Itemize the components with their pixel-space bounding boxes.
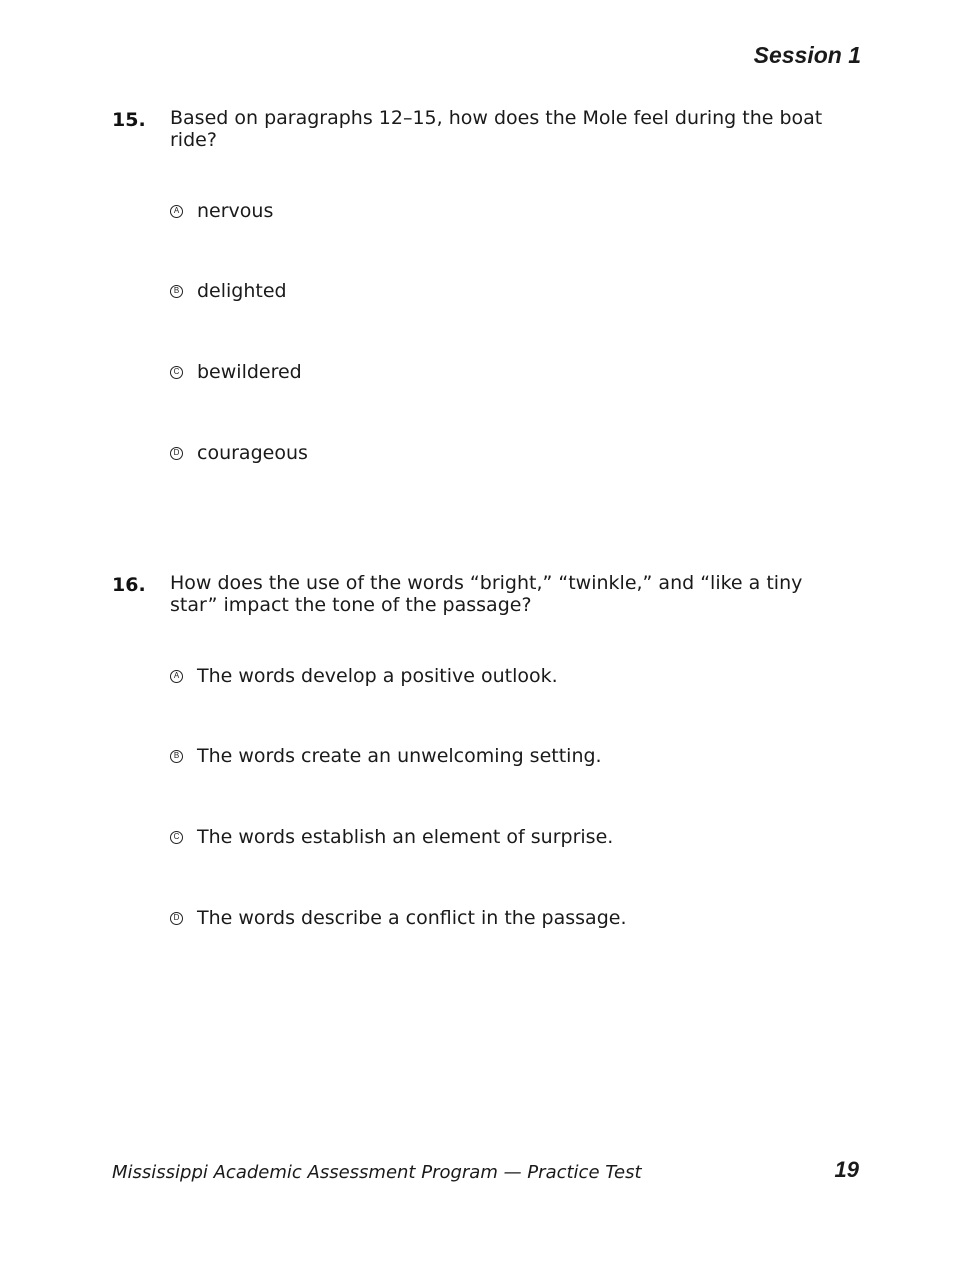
session-label: Session 1 <box>753 42 861 68</box>
answer-bubble-a[interactable]: A <box>170 205 183 218</box>
answer-bubble-d[interactable]: D <box>170 447 183 460</box>
answer-text: The words describe a conflict in the passage. <box>197 907 627 929</box>
answer-text: courageous <box>197 442 308 464</box>
answer-option-b[interactable] <box>170 280 287 302</box>
answer-option-d[interactable] <box>170 442 308 464</box>
answer-bubble-d[interactable]: D <box>170 912 183 925</box>
answer-option-d[interactable] <box>170 907 627 929</box>
question-number: 16. <box>112 574 146 596</box>
answer-option-c[interactable] <box>170 361 302 383</box>
question-number: 15. <box>112 109 146 131</box>
question-text: How does the use of the words “bright,” “twinkle,” and “like a tiny star” impact the tone of the passage? <box>170 572 803 616</box>
answer-bubble-b[interactable]: B <box>170 285 183 298</box>
answer-text: The words establish an element of surprise. <box>197 826 614 848</box>
answer-option-a[interactable] <box>170 200 273 222</box>
answer-bubble-c[interactable]: C <box>170 831 183 844</box>
answer-text: nervous <box>197 200 274 222</box>
answer-bubble-b[interactable]: B <box>170 750 183 763</box>
answer-text: The words create an unwelcoming setting. <box>197 745 602 767</box>
answer-text: bewildered <box>197 361 302 383</box>
answer-option-c[interactable] <box>170 826 613 848</box>
question-text: Based on paragraphs 12–15, how does the Mole feel during the boat ride? <box>170 107 823 151</box>
page-number: 19 <box>834 1157 859 1182</box>
answer-text: The words develop a positive outlook. <box>197 665 558 687</box>
answer-bubble-c[interactable]: C <box>170 366 183 379</box>
answer-bubble-a[interactable]: A <box>170 670 183 683</box>
answer-option-b[interactable] <box>170 745 602 767</box>
answer-text: delighted <box>197 280 287 302</box>
answer-option-a[interactable] <box>170 665 558 687</box>
footer-program-name: Mississippi Academic Assessment Program — Practice Test <box>112 1162 642 1183</box>
